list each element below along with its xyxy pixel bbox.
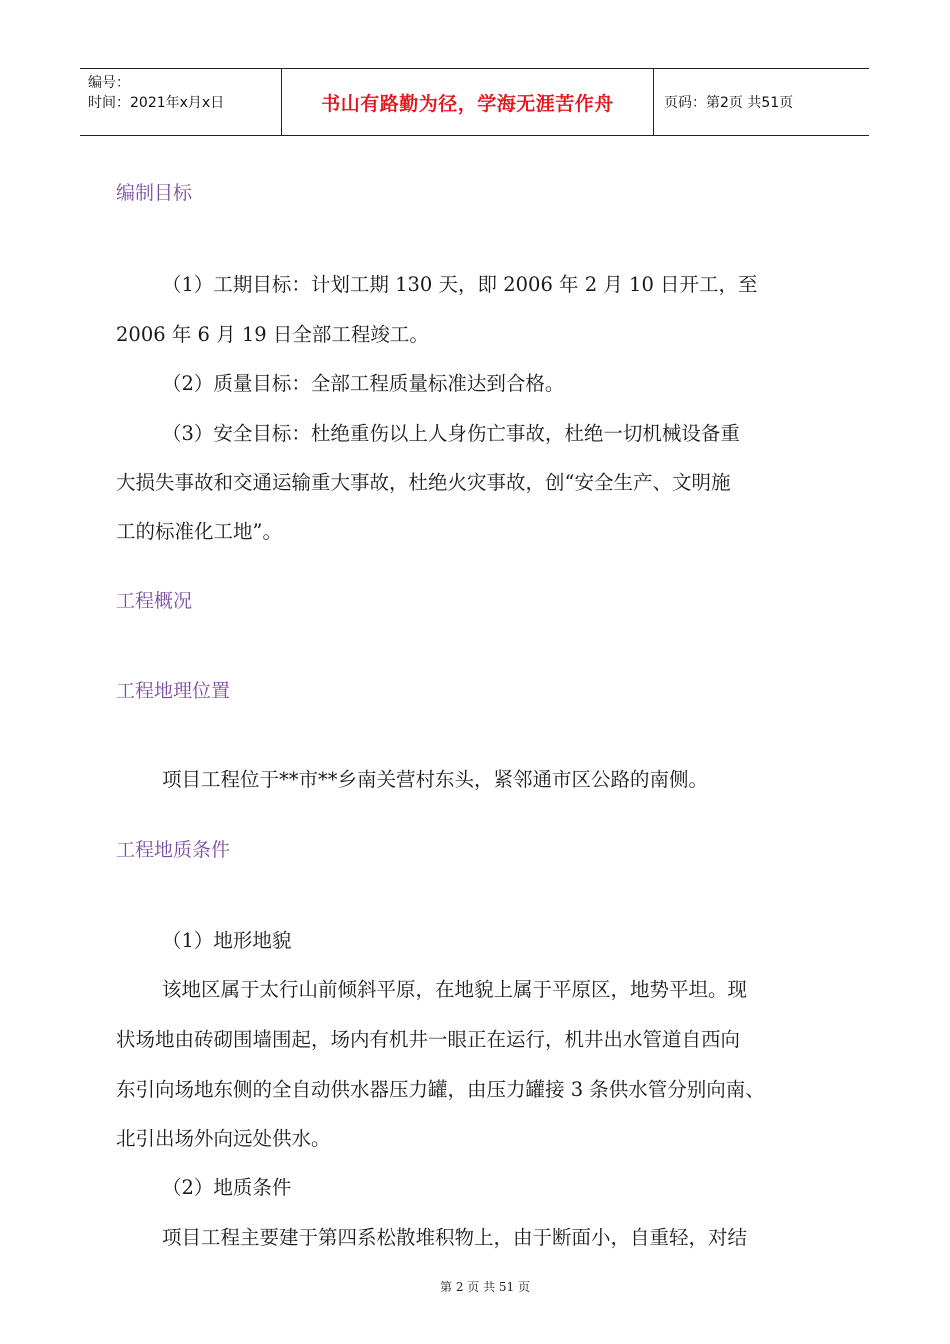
paragraph-line: 东引向场地东侧的全自动供水器压力罐，由压力罐接 3 条供水管分别向南、 xyxy=(116,1078,765,1101)
paragraph-line: 工的标准化工地”。 xyxy=(116,520,282,543)
paragraph-line: 北引出场外向远处供水。 xyxy=(116,1127,331,1150)
section-heading-location: 工程地理位置 xyxy=(116,680,231,702)
section-heading-geology: 工程地质条件 xyxy=(116,839,231,861)
header-motto-cell xyxy=(281,69,654,135)
paragraph-line: 2006 年 6 月 19 日全部工程竣工。 xyxy=(116,323,429,346)
document-time-label: 时间：2021年x月x日 xyxy=(88,95,225,111)
header-meta-cell xyxy=(80,69,281,135)
paragraph-line: （3）安全目标：杜绝重伤以上人身伤亡事故，杜绝一切机械设备重 xyxy=(162,422,740,445)
paragraph-line: 状场地由砖砌围墙围起，场内有机井一眼正在运行，机井出水管道自西向 xyxy=(116,1028,741,1051)
paragraph-line: 项目工程主要建于第四系松散堆积物上，由于断面小，自重轻，对结 xyxy=(162,1226,748,1249)
paragraph-line: 项目工程位于**市**乡南关营村东头，紧邻通市区公路的南侧。 xyxy=(162,768,709,791)
paragraph-line: 大损失事故和交通运输重大事故，杜绝火灾事故，创“安全生产、文明施 xyxy=(116,471,731,494)
paragraph-line: 该地区属于太行山前倾斜平原，在地貌上属于平原区，地势平坦。现 xyxy=(162,978,748,1001)
subsection-title-condition: （2）地质条件 xyxy=(162,1176,292,1199)
section-heading-overview: 工程概况 xyxy=(116,590,193,612)
section-heading-target: 编制目标 xyxy=(116,182,193,204)
page-footer: 第 2 页 共 51 页 xyxy=(440,1280,530,1294)
page-header xyxy=(80,68,869,136)
paragraph-line: （2）质量目标：全部工程质量标准达到合格。 xyxy=(162,372,565,395)
subsection-title-terrain: （1）地形地貌 xyxy=(162,929,292,952)
document-code-label: 编号： xyxy=(88,75,130,91)
paragraph-line: （1）工期目标：计划工期 130 天，即 2006 年 2 月 10 日开工，至 xyxy=(162,273,758,296)
header-page-cell xyxy=(654,69,869,135)
header-motto: 书山有路勤为径，学海无涯苦作舟 xyxy=(321,92,614,115)
header-page-number: 页码：第2页 共51页 xyxy=(664,95,794,111)
